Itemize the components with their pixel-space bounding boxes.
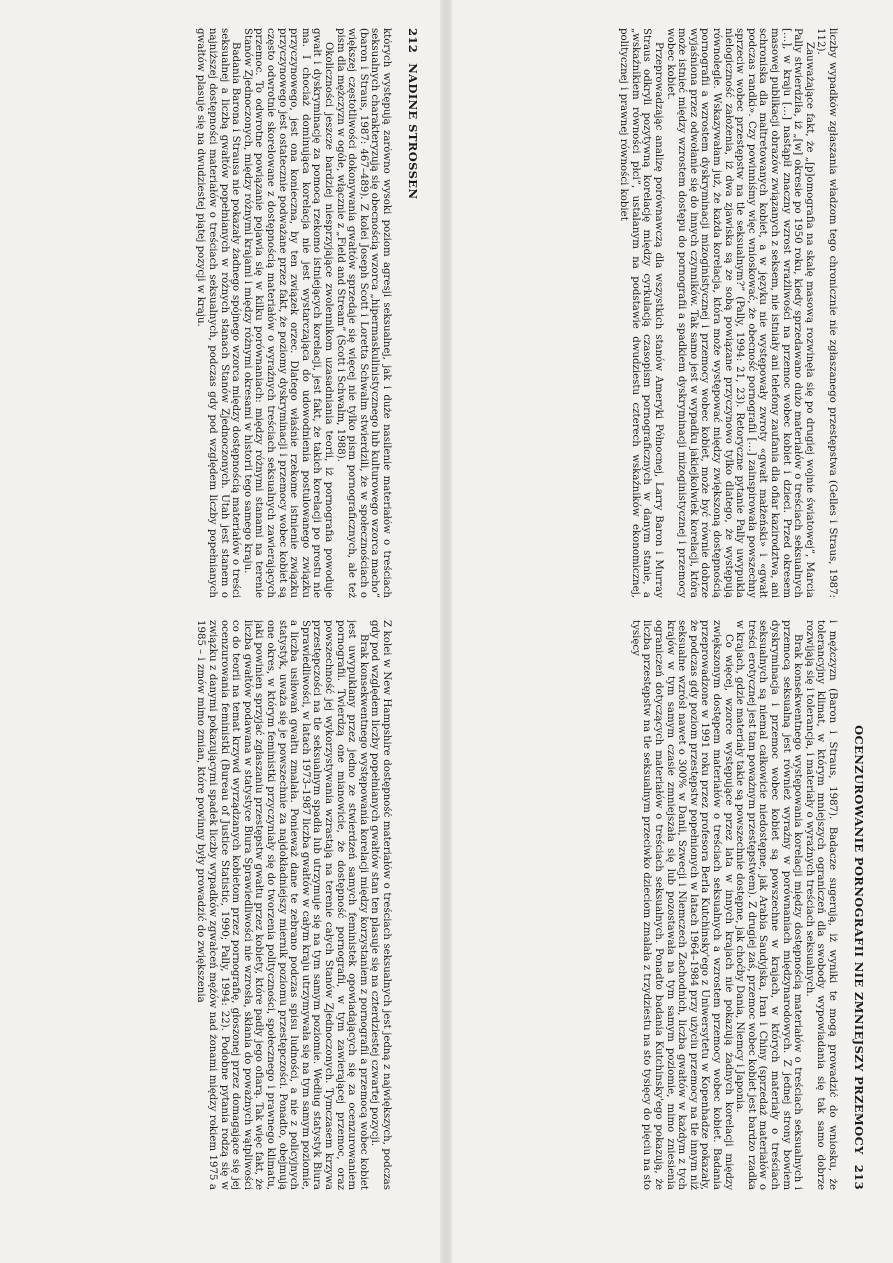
paragraph: Zauważające fakt, że „[p]omografia na skalę masową rozwinęła się po drugiej wojnie światowej”, Marcia Pally stwierdziła, iż „[w] okresie po 1950 roku, kiedy sprzedawano dużo materiałów o treściach seksualnych […], w kraju […] nastąpił znaczny wzrost wrażliwości na przemoc wobec kobiet i dzieci. Przed okresem masowej publikacji obrazów związanych z seksem, nie istniały ani telefony zaufania dla ofiar kazirodztwa, ani schroniska dla maltretowanych kobiet, a w języku nie występowały zwroty «gwałt małżeński» i «gwałt podczas randki». Czy powinniśmy więc wnioskować, że obecność pornografii […] zainspirowała powszechny sprzeciw wobec przestępstw na tle seksualnym?” (Pally, 1994: 21, 23). Retoryczne pytanie Pally uwypukla nielogiczność założenia, iż dwa zjawiska są ze sobą powiązane przyczynowo tylko dlatego, że występują równolegle. Wskazywałam już, że każda korelacja, która może występować między zwiększoną dostępnością pornografii a wzrostem dyskryminacji mizoginistycznej i przemocy wobec kobiet, może być równie dobrze wyjaśniona przez odwołanie się do innych czynników. Tak samo jest w wypadku jakiejkolwiek korelacji, która może istnieć między wzrostem dostępu do pornografii a spadkiem dyskryminacji mizoginistycznej i przemocy wobec kobiet.	[664, 28, 815, 598]
left-page	[0, 0, 446, 1263]
right-running-header	[848, 28, 870, 1190]
right-running-head: OCENZUROWANIE PORNOGRAFII NIE ZMNIEJSZY PRZEMOCY	[852, 725, 866, 1155]
paragraph: Co więcej, wzorce występujące przez lata w innych krajach nie pokazują żadnych korelacji między zwiększonym dostępem materiałów o treściach seksualnych a wzrostem przemocy wobec kobiet. Badania przeprowadzone w 1991 roku przez profesora Berla Kutchinsky'ego z Uniwersytetu w Kopenhadze pokazały, że podczas gdy poziom przestępstw popełnionych w latach 1964–1984 przy użyciu przemocy na tle innym niż seksualne wzrósł nawet o 300% w Danii, Szwecji i Niemczech Zachodnich, liczba gwałtów w każdym z tych krajów w tym samym czasie zmniejszała się lub pozostawała na tym samym poziomie, mimo zniesienia ograniczeń dotyczących materiałów o treściach seksualnych. Ponadto badania Kutchinsky'ego pokazują, że liczba przestępstw na tle seksualnym przeciwko dzieciom zmalała z trzydziestu na sto tysięcy do pięciu na sto tysięcy	[629, 620, 734, 1190]
left-page-number: 212	[406, 28, 420, 54]
right-page-number: 213	[852, 1164, 866, 1190]
paragraph: Z kolei w New Hampshire dostępność materiałów o treściach seksualnych jest jedną z największych, podczas gdy pod względem liczby popełnianych gwałtów stan ten plasuje się na czterdziestej czwartej pozycji.	[369, 620, 392, 1190]
paragraph: Brak konsekwentnego występowania korelacji między dostępnością materiałów o treściach seksualnych i przemocą seksualną jest również wyraźny w porównaniach międzynarodowych. Z jednej strony bowiem dyskryminacja i przemoc wobec kobiet są powszechne w krajach, w których materiały o treściach seksualnych są niemal całkowicie niedostępne, jak Arabia Saudyjska, Iran i Chiny (sprzedaż materiałów o treści erotycznej jest tam poważnym przestępstwem). Z drugiej zaś, przemoc wobec kobiet jest bardzo rzadka w krajach, gdzie materiały takie są powszechnie dostępne, jak choćby Dania, Niemcy i Japonia.	[734, 620, 804, 1190]
right-column-1	[446, 28, 838, 598]
right-column-2	[446, 620, 838, 1190]
paragraph: Przeprowadzając analizę porównawczą dla wszystkich stanów Ameryki Północnej, Larry Baron i Murray Straus odkryli pozytywną korelację między cyrkulacją czasopism pornograficznych w danym stanie, a „wskaźnikiem równości płci”, ustalanym na podstawie dwudziestu czterech wskaźników ekonomicznej, politycznej i prawnej równości kobiet	[618, 28, 665, 598]
right-page	[446, 0, 892, 1263]
book-gutter	[440, 0, 452, 1263]
paragraph: Okoliczności jeszcze bardziej niesprzyjające zwolennikom uzasadniania teorii, iż pornografia powoduje gwałt i dyskryminację za pomocą rzekomo istniejących korelacji, jest fakt, że takich korelacji po prostu nie ma. I chociaż dominująca korelacja nie jest wystarczająca do udowodnienia postulowanego związku przyczynowego, jest ona konieczna, by ten związek orzec. Dlatego właśnie rzekome istnienie związku przyczynowego jest ostatecznie podważane przez fakt, że poziomy dyskryminacji i przemocy wobec kobiet są często odwrotnie skorelowane z dostępnością materiałów o wyraźnych treściach seksualnych zawierających przemoc. To odwrotne powiązanie pojawia się w kilku porównaniach: między różnymi stanami na terenie Stanów Zjednoczonych, między różnymi krajami i między różnymi okresami w historii tego samego kraju.	[241, 28, 335, 598]
paragraph: Badania Barona i Strausa nie pokazały żadnego spójnego wzorca między dostępnością materiałów o treści seksualnej a liczbą gwałtów popełnianych w różnych stanach Stanów Zjednoczonych. Utah jest stanem o najniższej dostępności materiałów o treściach seksualnych, podczas gdy pod względem liczby popełnianych gwałtów plasuje się na dwudziestej piątej pozycji w kraju.	[195, 28, 242, 598]
left-column-2	[0, 620, 392, 1190]
left-running-head: NADINE STROSSEN	[406, 63, 420, 200]
paragraph: których występują zarówno wysoki poziom agresji seksualnej, jak i duże nasilenie materiałów o treściach seksualnych charakteryzują się obecnością wzorca „hipermaskulinistycznego lub kulturowego wzorca macho” (baron i Straus, 1987: 467–489). Z kolei Joseph Scott i Loretta Schwalm stwierdzili, że w społecznościach o większej częstotliwości dokonywania gwałtów sprzedaje się więcej nie tylko pism pornograficznych, ale też pism dla mężczyzn w ogóle, włącznie z „Field and Stream” (Scott i Schwalm, 1988).	[334, 28, 392, 598]
left-column-1	[0, 28, 392, 598]
right-columns	[446, 28, 838, 1190]
paragraph: Brak konsekwentnego występowania korelacji między korzystaniem z pornografii a przemocą wobec kobiet jest uwypuklany przez jedno ze stwierdzeń samych feministek opowiadających się za ocenzurowaniem pornografii. Twierdzą one mianowicie, że dostępność pornografii, w tym zawierającej przemoc, oraz powszechność jej wykorzystywania wzrastają na terenie całych Stanów Zjednoczonych. Tymczasem krzywa przestępczości na tle seksualnym spadła lub utrzymuje się na tym samym poziomie. Według statystyk Biura Sprawiedliwości, w latach 1973–1987 liczba gwałtów w całym kraju utrzymywała się na tym samym poziomie, a liczba usiłowań gwałtu zmalała. Ponieważ dane te zebrano podczas spisu ludności, a nie z policyjnych statystyk, uważa się je powszechnie za najdokładniejszy miernik poziomu przestępczości. Ponadto, obejmują one okres, w którym feministki przyczyniały się do tworzenia polityczności, społecznego i prawnego klimatu, jaki powinien sprzyjać zgłaszaniu przestępstw gwałtu przez kobiety, które padły jego ofiarą. Tak więc fakt, że liczba gwałtów podawana w statystyce Biura Sprawiedliwości nie wzrosła, skłania do poważnych wątpliwości co do teorii na temat krzywd wyrządzanych kobietom przez pornografię, głoszonej przez domagające się jej ocenzurowania feministki (Bureau of Justice Statistic, 1990; Pally, 1994: 22). Podobne pytania rodzą się w związku z danymi pokazującymi spadek liczby wypadków zgwałceń mężów nad żonami między rokiem 1975 a 1985 – i zmów mimo zmian, które powinny były prowadzić do zwiększenia	[195, 620, 369, 1190]
left-running-header	[402, 28, 424, 1190]
paragraph: i mężczyzn (Baron i Straus, 1987). Badacze sugerują, iż wyniki te mogą prowadzić do wniosku, że tolerancyjny klimat, w którym mniejszych ograniczeń dla swobody wypowiadania się tak samo dobrze rozwijają się i tolerancja, i materiały o wyraźnych treściach seksualnych.	[803, 620, 838, 1190]
right-page-content	[446, 0, 892, 1210]
left-page-content	[0, 0, 446, 1210]
paragraph: liczby wypadków zgłaszania władzom tego chronicznie nie zgłaszanego przestępstwa (Gelles i Straus, 1987: 112).	[815, 28, 838, 598]
left-columns	[0, 28, 392, 1190]
